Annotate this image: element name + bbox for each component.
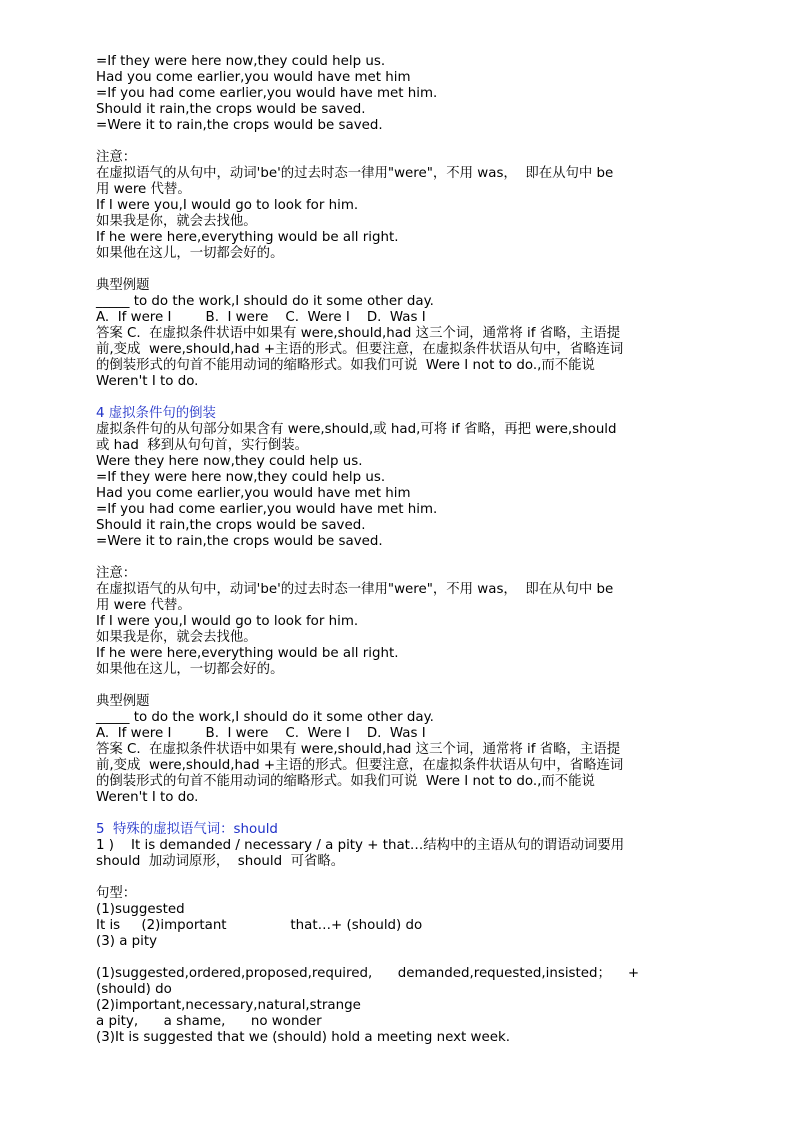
text-line: If I were you,I would go to look for him.: [96, 614, 359, 629]
text-line: 如果他在这儿，一切都会好的。: [96, 246, 284, 261]
text-line: 的倒装形式的句首不能用动词的缩略形式。如我们可说 Were I not to do.,而不能说: [96, 358, 595, 373]
text-line: (2)important,necessary,natural,strange: [96, 998, 361, 1013]
text-line: If he were here,everything would be all right.: [96, 646, 399, 661]
text-line: =If they were here now,they could help us.: [96, 470, 386, 485]
text-line: (3)It is suggested that we (should) hold a meeting next week.: [96, 1030, 510, 1045]
example-heading: 典型例题: [96, 278, 150, 293]
inversion-examples-continued: [96, 54, 716, 134]
example-section: [96, 694, 716, 806]
text-line: 前,变成 were,should,had +主语的形式。但要注意，在虚拟条件状语从句中，省略连词: [96, 342, 624, 357]
note-section: [96, 566, 716, 678]
text-line: (3) a pity: [96, 934, 158, 949]
text-line: 如果他在这儿，一切都会好的。: [96, 662, 284, 677]
text-line: Were they here now,they could help us.: [96, 454, 363, 469]
text-line: 前,变成 were,should,had +主语的形式。但要注意，在虚拟条件状语从句中，省略连词: [96, 758, 624, 773]
question-line: _____ to do the work,I should do it some other day.: [96, 710, 434, 725]
answer-options: A. If were I B. I were C. Were I D. Was I: [96, 310, 426, 325]
text-line: Weren't I to do.: [96, 790, 199, 805]
text-line: 在虚拟语气的从句中，动词'be'的过去时态一律用"were"，不用 was， 即在从句中 be: [96, 582, 614, 597]
text-line: 用 were 代替。: [96, 182, 191, 197]
example-section: [96, 278, 716, 390]
text-line: 在虚拟语气的从句中，动词'be'的过去时态一律用"were"，不用 was， 即在从句中 be: [96, 166, 614, 181]
text-line: 1 ) It is demanded / necessary / a pity + that…结构中的主语从句的谓语动词要用: [96, 838, 625, 853]
section-title: 4 虚拟条件句的倒装: [96, 406, 216, 421]
note-heading: 注意：: [96, 150, 137, 165]
text-line: 虚拟条件句的从句部分如果含有 were,should,或 had,可将 if 省略，再把 were,should: [96, 422, 617, 437]
document-page: [96, 54, 716, 1046]
text-line: (should) do: [96, 982, 172, 997]
text-line: (1)suggested: [96, 902, 185, 917]
note-heading: 注意：: [96, 566, 137, 581]
text-line: =Were it to rain,the crops would be saved.: [96, 118, 383, 133]
text-line: should 加动词原形， should 可省略。: [96, 854, 345, 869]
question-line: _____ to do the work,I should do it some other day.: [96, 294, 434, 309]
text-line: =If you had come earlier,you would have met him.: [96, 502, 438, 517]
text-line: =If you had come earlier,you would have met him.: [96, 86, 438, 101]
text-line: 用 were 代替。: [96, 598, 191, 613]
pattern-heading: 句型：: [96, 886, 137, 901]
text-line: 如果我是你，就会去找他。: [96, 214, 257, 229]
text-line: Had you come earlier,you would have met him: [96, 70, 411, 85]
text-line: 答案 C. 在虚拟条件状语中如果有 were,should,had 这三个词，通常将 if 省略，主语提: [96, 326, 621, 341]
text-line: Should it rain,the crops would be saved.: [96, 102, 366, 117]
text-line: a pity, a shame, no wonder: [96, 1014, 322, 1029]
answer-options: A. If were I B. I were C. Were I D. Was I: [96, 726, 426, 741]
text-line: If I were you,I would go to look for him.: [96, 198, 359, 213]
text-line: Should it rain,the crops would be saved.: [96, 518, 366, 533]
text-line: 的倒装形式的句首不能用动词的缩略形式。如我们可说 Were I not to do.,而不能说: [96, 774, 595, 789]
section-title: 5 特殊的虚拟语气词：should: [96, 822, 278, 837]
text-line: =If they were here now,they could help us.: [96, 54, 386, 69]
text-line: If he were here,everything would be all right.: [96, 230, 399, 245]
sentence-pattern: [96, 886, 716, 950]
note-section: [96, 150, 716, 262]
text-line: (1)suggested,ordered,proposed,required, demanded,requested,insisted； +: [96, 966, 640, 981]
text-line: Weren't I to do.: [96, 374, 199, 389]
text-line: 或 had 移到从句句首，实行倒装。: [96, 438, 309, 453]
word-list: [96, 966, 716, 1046]
text-line: 答案 C. 在虚拟条件状语中如果有 were,should,had 这三个词，通常将 if 省略，主语提: [96, 742, 621, 757]
section-5: [96, 822, 716, 870]
text-line: Had you come earlier,you would have met him: [96, 486, 411, 501]
text-line: 如果我是你，就会去找他。: [96, 630, 257, 645]
section-4: [96, 406, 716, 550]
text-line: It is (2)important that…+ (should) do: [96, 918, 423, 933]
example-heading: 典型例题: [96, 694, 150, 709]
text-line: =Were it to rain,the crops would be saved.: [96, 534, 383, 549]
